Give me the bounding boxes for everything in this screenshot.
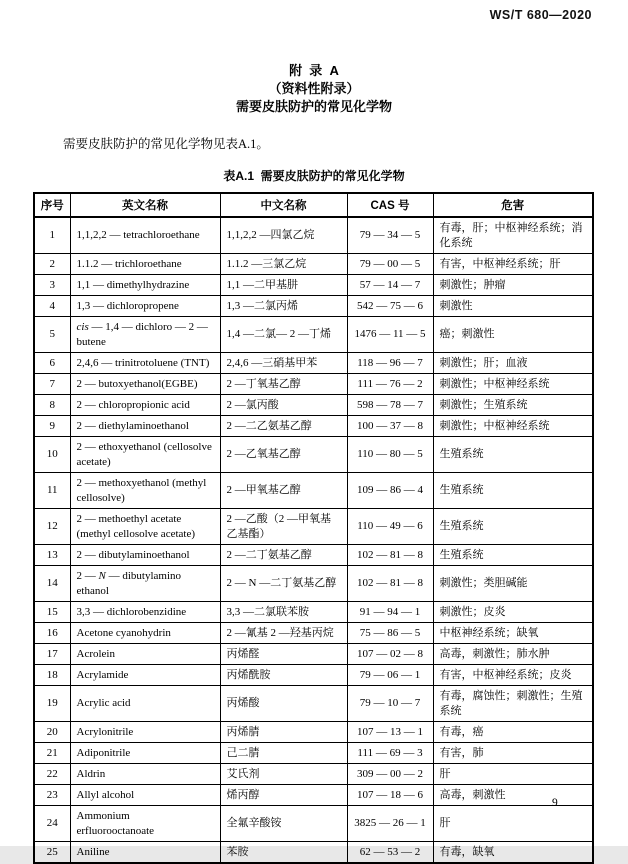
english-name-cell: Aniline <box>70 842 220 864</box>
chinese-name-cell: 丙烯醛 <box>220 644 347 665</box>
row-number-cell: 16 <box>34 623 70 644</box>
row-number-cell: 15 <box>34 602 70 623</box>
chinese-name-cell: 2 —二丁氨基乙醇 <box>220 545 347 566</box>
row-number-cell: 8 <box>34 395 70 416</box>
english-name-cell: Acrolein <box>70 644 220 665</box>
chinese-name-cell: 己二腈 <box>220 743 347 764</box>
english-name-cell: 1.1.2 — trichloroethane <box>70 254 220 275</box>
cas-number-cell: 542 — 75 — 6 <box>347 296 433 317</box>
table-row <box>34 275 593 296</box>
cas-number-cell: 110 — 80 — 5 <box>347 437 433 473</box>
english-name-cell: 2 — chloropropionic acid <box>70 395 220 416</box>
hazard-cell: 中枢神经系统；缺氧 <box>433 623 593 644</box>
table-row <box>34 842 593 864</box>
cas-number-cell: 1476 — 11 — 5 <box>347 317 433 353</box>
chinese-name-cell: 丙烯酰胺 <box>220 665 347 686</box>
hazard-cell: 刺激性；生殖系统 <box>433 395 593 416</box>
english-name-cell: Ammonium erfluorooctanoate <box>70 806 220 842</box>
table-body <box>34 217 593 863</box>
row-number-cell: 5 <box>34 317 70 353</box>
cas-number-cell: 107 — 13 — 1 <box>347 722 433 743</box>
cas-number-cell: 309 — 00 — 2 <box>347 764 433 785</box>
table-caption: 表A.1 需要皮肤防护的常见化学物 <box>223 169 405 183</box>
cas-number-cell: 62 — 53 — 2 <box>347 842 433 864</box>
row-number-cell: 18 <box>34 665 70 686</box>
doc-number: WS/T 680—2020 <box>489 8 592 22</box>
chemicals-table <box>33 192 594 864</box>
row-number-cell: 9 <box>34 416 70 437</box>
chinese-name-cell: 2 —丁氧基乙醇 <box>220 374 347 395</box>
table-row <box>34 665 593 686</box>
appendix-title: 附 录 A <box>289 63 339 78</box>
chinese-name-cell: 烯丙醇 <box>220 785 347 806</box>
english-name-cell: 1,3 — dichloropropene <box>70 296 220 317</box>
table-row <box>34 545 593 566</box>
table-row <box>34 509 593 545</box>
hazard-cell: 癌；刺激性 <box>433 317 593 353</box>
english-name-cell: Allyl alcohol <box>70 785 220 806</box>
cas-number-cell: 79 — 10 — 7 <box>347 686 433 722</box>
table-row <box>34 566 593 602</box>
chinese-name-cell: 全氟辛酸铵 <box>220 806 347 842</box>
cas-number-cell: 79 — 06 — 1 <box>347 665 433 686</box>
table-row <box>34 374 593 395</box>
row-number-cell: 22 <box>34 764 70 785</box>
table-row <box>34 254 593 275</box>
row-number-cell: 20 <box>34 722 70 743</box>
row-number-cell: 12 <box>34 509 70 545</box>
hazard-cell: 刺激性 <box>433 296 593 317</box>
chinese-name-cell: 1,3 —二氯丙烯 <box>220 296 347 317</box>
chinese-name-cell: 2 —二乙氨基乙醇 <box>220 416 347 437</box>
row-number-cell: 4 <box>34 296 70 317</box>
table-row <box>34 296 593 317</box>
english-name-cell: 2 — N — dibutylamino ethanol <box>70 566 220 602</box>
cas-number-cell: 107 — 18 — 6 <box>347 785 433 806</box>
page-number: 9 <box>552 797 558 809</box>
hazard-cell: 刺激性；肝；血液 <box>433 353 593 374</box>
column-header: 序号 <box>34 193 70 217</box>
cas-number-cell: 3825 — 26 — 1 <box>347 806 433 842</box>
table-header-row <box>34 193 593 217</box>
hazard-cell: 有毒，癌 <box>433 722 593 743</box>
table-row <box>34 722 593 743</box>
table-row <box>34 623 593 644</box>
english-name-cell: 1,1,2,2 — tetrachloroethane <box>70 217 220 254</box>
english-name-cell: cis — 1,4 — dichloro — 2 — butene <box>70 317 220 353</box>
hazard-cell: 有害，肺 <box>433 743 593 764</box>
row-number-cell: 24 <box>34 806 70 842</box>
hazard-cell: 生殖系统 <box>433 509 593 545</box>
cas-number-cell: 79 — 34 — 5 <box>347 217 433 254</box>
row-number-cell: 10 <box>34 437 70 473</box>
table-row <box>34 416 593 437</box>
chinese-name-cell: 1,1,2,2 —四氯乙烷 <box>220 217 347 254</box>
cas-number-cell: 111 — 69 — 3 <box>347 743 433 764</box>
table-row <box>34 317 593 353</box>
table-row <box>34 602 593 623</box>
row-number-cell: 1 <box>34 217 70 254</box>
cas-number-cell: 107 — 02 — 8 <box>347 644 433 665</box>
chinese-name-cell: 2 — N —二丁氨基乙醇 <box>220 566 347 602</box>
hazard-cell: 有毒，缺氧 <box>433 842 593 864</box>
english-name-cell: 2 — butoxyethanol(EGBE) <box>70 374 220 395</box>
table-row <box>34 473 593 509</box>
column-header: 危害 <box>433 193 593 217</box>
chinese-name-cell: 丙烯酸 <box>220 686 347 722</box>
table-row <box>34 686 593 722</box>
row-number-cell: 7 <box>34 374 70 395</box>
cas-number-cell: 102 — 81 — 8 <box>347 545 433 566</box>
chinese-name-cell: 2,4,6 —三硝基甲苯 <box>220 353 347 374</box>
chinese-name-cell: 艾氏剂 <box>220 764 347 785</box>
hazard-cell: 刺激性；肿瘤 <box>433 275 593 296</box>
english-name-cell: 2 — methoethyl acetate (methyl cellosolve acetate) <box>70 509 220 545</box>
row-number-cell: 11 <box>34 473 70 509</box>
table-row <box>34 764 593 785</box>
chinese-name-cell: 2 —乙氧基乙醇 <box>220 437 347 473</box>
table-row <box>34 217 593 254</box>
english-name-cell: 2 — methoxyethanol (methyl cellosolve) <box>70 473 220 509</box>
english-name-cell: 1,1 — dimethylhydrazine <box>70 275 220 296</box>
hazard-cell: 刺激性；类胆碱能 <box>433 566 593 602</box>
chinese-name-cell: 2 —氰基 2 —羟基丙烷 <box>220 623 347 644</box>
column-header: 中文名称 <box>220 193 347 217</box>
cas-number-cell: 111 — 76 — 2 <box>347 374 433 395</box>
english-name-cell: 3,3 — dichlorobenzidine <box>70 602 220 623</box>
chinese-name-cell: 丙烯腈 <box>220 722 347 743</box>
column-header: CAS 号 <box>347 193 433 217</box>
row-number-cell: 3 <box>34 275 70 296</box>
cas-number-cell: 75 — 86 — 5 <box>347 623 433 644</box>
english-name-cell: Acrylamide <box>70 665 220 686</box>
cas-number-cell: 110 — 49 — 6 <box>347 509 433 545</box>
hazard-cell: 生殖系统 <box>433 473 593 509</box>
english-name-cell: 2 — diethylaminoethanol <box>70 416 220 437</box>
cas-number-cell: 109 — 86 — 4 <box>347 473 433 509</box>
hazard-cell: 有毒，肝；中枢神经系统；消化系统 <box>433 217 593 254</box>
hazard-cell: 刺激性；中枢神经系统 <box>433 416 593 437</box>
table-row <box>34 785 593 806</box>
row-number-cell: 19 <box>34 686 70 722</box>
hazard-cell: 生殖系统 <box>433 545 593 566</box>
table-row <box>34 644 593 665</box>
row-number-cell: 6 <box>34 353 70 374</box>
english-name-cell: Acrylic acid <box>70 686 220 722</box>
table-row <box>34 743 593 764</box>
hazard-cell: 有害，中枢神经系统；皮炎 <box>433 665 593 686</box>
chinese-name-cell: 2 —氯丙酸 <box>220 395 347 416</box>
table-row <box>34 806 593 842</box>
table-row <box>34 437 593 473</box>
column-header: 英文名称 <box>70 193 220 217</box>
row-number-cell: 23 <box>34 785 70 806</box>
hazard-cell: 有毒，腐蚀性；刺激性；生殖系统 <box>433 686 593 722</box>
english-name-cell: Aldrin <box>70 764 220 785</box>
hazard-cell: 刺激性；中枢神经系统 <box>433 374 593 395</box>
hazard-cell: 刺激性；皮炎 <box>433 602 593 623</box>
hazard-cell: 高毒，刺激性；肺水肿 <box>433 644 593 665</box>
intro-paragraph: 需要皮肤防护的常见化学物见表A.1。 <box>63 137 269 151</box>
cas-number-cell: 79 — 00 — 5 <box>347 254 433 275</box>
english-name-cell: 2 — dibutylaminoethanol <box>70 545 220 566</box>
row-number-cell: 14 <box>34 566 70 602</box>
hazard-cell: 生殖系统 <box>433 437 593 473</box>
cas-number-cell: 118 — 96 — 7 <box>347 353 433 374</box>
chinese-name-cell: 1,4 —二氯— 2 —丁烯 <box>220 317 347 353</box>
cas-number-cell: 102 — 81 — 8 <box>347 566 433 602</box>
appendix-heading: 需要皮肤防护的常见化学物 <box>235 99 392 114</box>
row-number-cell: 25 <box>34 842 70 864</box>
row-number-cell: 21 <box>34 743 70 764</box>
cas-number-cell: 100 — 37 — 8 <box>347 416 433 437</box>
english-name-cell: 2,4,6 — trinitrotoluene (TNT) <box>70 353 220 374</box>
hazard-cell: 肝 <box>433 764 593 785</box>
hazard-cell: 有害，中枢神经系统；肝 <box>433 254 593 275</box>
english-name-cell: Adiponitrile <box>70 743 220 764</box>
english-name-cell: Acetone cyanohydrin <box>70 623 220 644</box>
chinese-name-cell: 苯胺 <box>220 842 347 864</box>
hazard-cell: 高毒，刺激性 <box>433 785 593 806</box>
english-name-cell: 2 — ethoxyethanol (cellosolve acetate) <box>70 437 220 473</box>
table-row <box>34 353 593 374</box>
chinese-name-cell: 2 —甲氧基乙醇 <box>220 473 347 509</box>
chinese-name-cell: 1,1 —二甲基肼 <box>220 275 347 296</box>
row-number-cell: 13 <box>34 545 70 566</box>
english-name-cell: Acrylonitrile <box>70 722 220 743</box>
cas-number-cell: 57 — 14 — 7 <box>347 275 433 296</box>
hazard-cell: 肝 <box>433 806 593 842</box>
appendix-subtitle: （资料性附录） <box>268 81 360 96</box>
chinese-name-cell: 3,3 —二氯联苯胺 <box>220 602 347 623</box>
row-number-cell: 2 <box>34 254 70 275</box>
chinese-name-cell: 1.1.2 —三氯乙烷 <box>220 254 347 275</box>
chinese-name-cell: 2 —乙酸（2 —甲氧基乙基酯） <box>220 509 347 545</box>
cas-number-cell: 91 — 94 — 1 <box>347 602 433 623</box>
table-row <box>34 395 593 416</box>
cas-number-cell: 598 — 78 — 7 <box>347 395 433 416</box>
row-number-cell: 17 <box>34 644 70 665</box>
